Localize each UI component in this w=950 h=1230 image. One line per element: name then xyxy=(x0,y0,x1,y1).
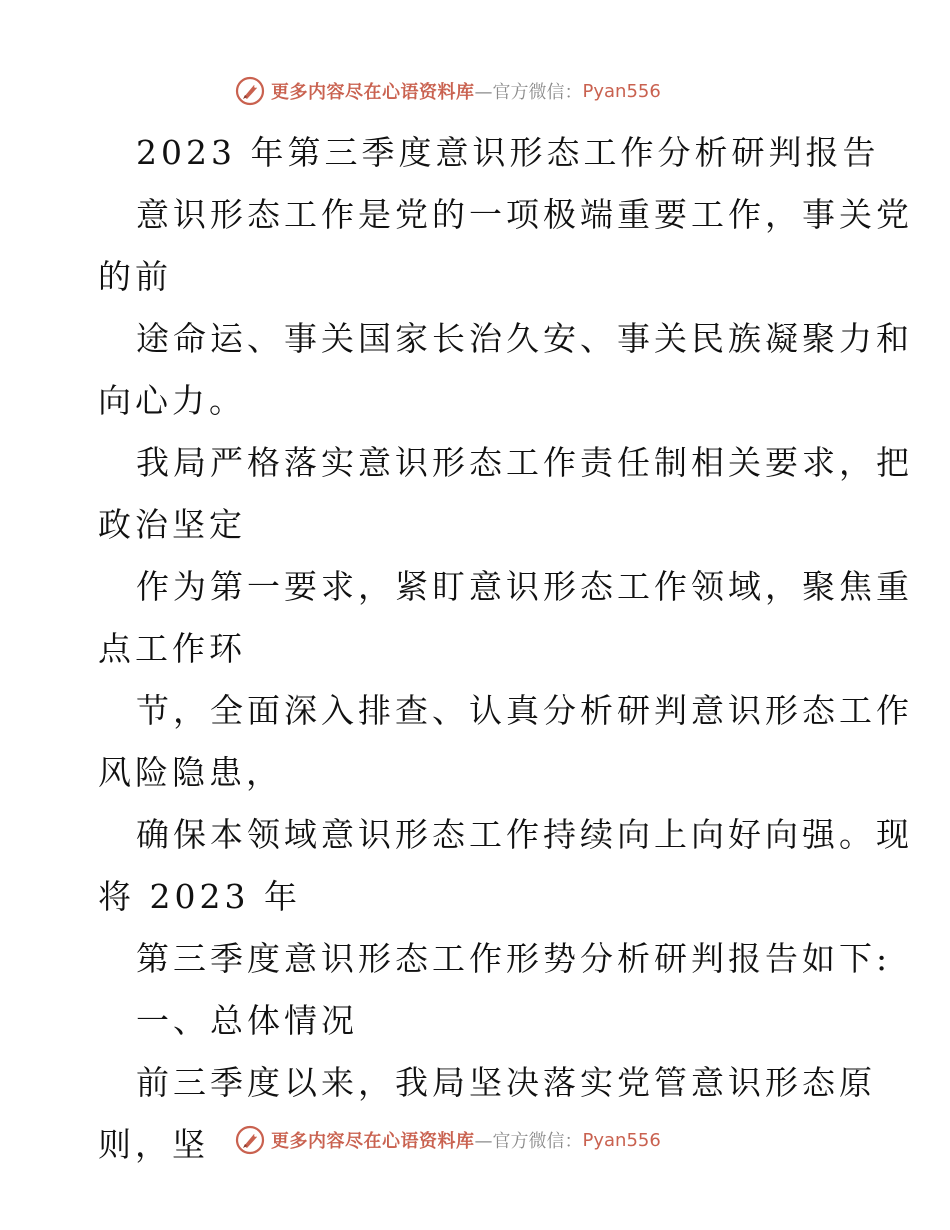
paragraph-line: 意识形态工作是党的一项极端重要工作，事关党 xyxy=(136,195,913,234)
header-watermark xyxy=(235,74,661,108)
watermark-wechat-id: Pyan556 xyxy=(582,80,661,102)
paragraph-line: 节，全面深入排查、认真分析研判意识形态工作 xyxy=(136,691,913,730)
fountain-pen-logo-icon xyxy=(235,76,265,106)
section-heading: 一、总体情况 xyxy=(136,1001,358,1040)
paragraph-line: 则，坚 xyxy=(98,1125,209,1164)
fountain-pen-logo-icon xyxy=(235,1125,265,1155)
watermark-separator: —官方微信： xyxy=(474,1131,583,1152)
paragraph-line: 风险隐患， xyxy=(98,753,283,792)
paragraph-line: 途命运、事关国家长治久安、事关民族凝聚力和 xyxy=(136,319,913,358)
watermark-wechat-id: Pyan556 xyxy=(582,1129,661,1151)
watermark-separator: —官方微信： xyxy=(474,82,583,103)
paragraph-line: 政治坚定 xyxy=(98,505,246,544)
document-title: 2023 年第三季度意识形态工作分析研判报告 xyxy=(136,133,880,172)
paragraph-line: 确保本领域意识形态工作持续向上向好向强。现 xyxy=(136,815,913,854)
watermark-site-name: 更多内容尽在心语资料库 xyxy=(271,1131,475,1152)
paragraph-line: 前三季度以来，我局坚决落实党管意识形态原 xyxy=(136,1063,876,1102)
paragraph-line: 将 2023 年 xyxy=(98,877,301,916)
paragraph-line: 的前 xyxy=(98,257,172,296)
paragraph-line: 我局严格落实意识形态工作责任制相关要求，把 xyxy=(136,443,913,482)
paragraph-line: 作为第一要求，紧盯意识形态工作领域，聚焦重 xyxy=(136,567,913,606)
watermark-site-name: 更多内容尽在心语资料库 xyxy=(271,82,475,103)
paragraph-line: 点工作环 xyxy=(98,629,246,668)
footer-watermark xyxy=(235,1123,661,1157)
document-body xyxy=(98,122,913,1176)
paragraph-line: 第三季度意识形态工作形势分析研判报告如下: xyxy=(136,939,892,978)
paragraph-line: 向心力。 xyxy=(98,381,246,420)
